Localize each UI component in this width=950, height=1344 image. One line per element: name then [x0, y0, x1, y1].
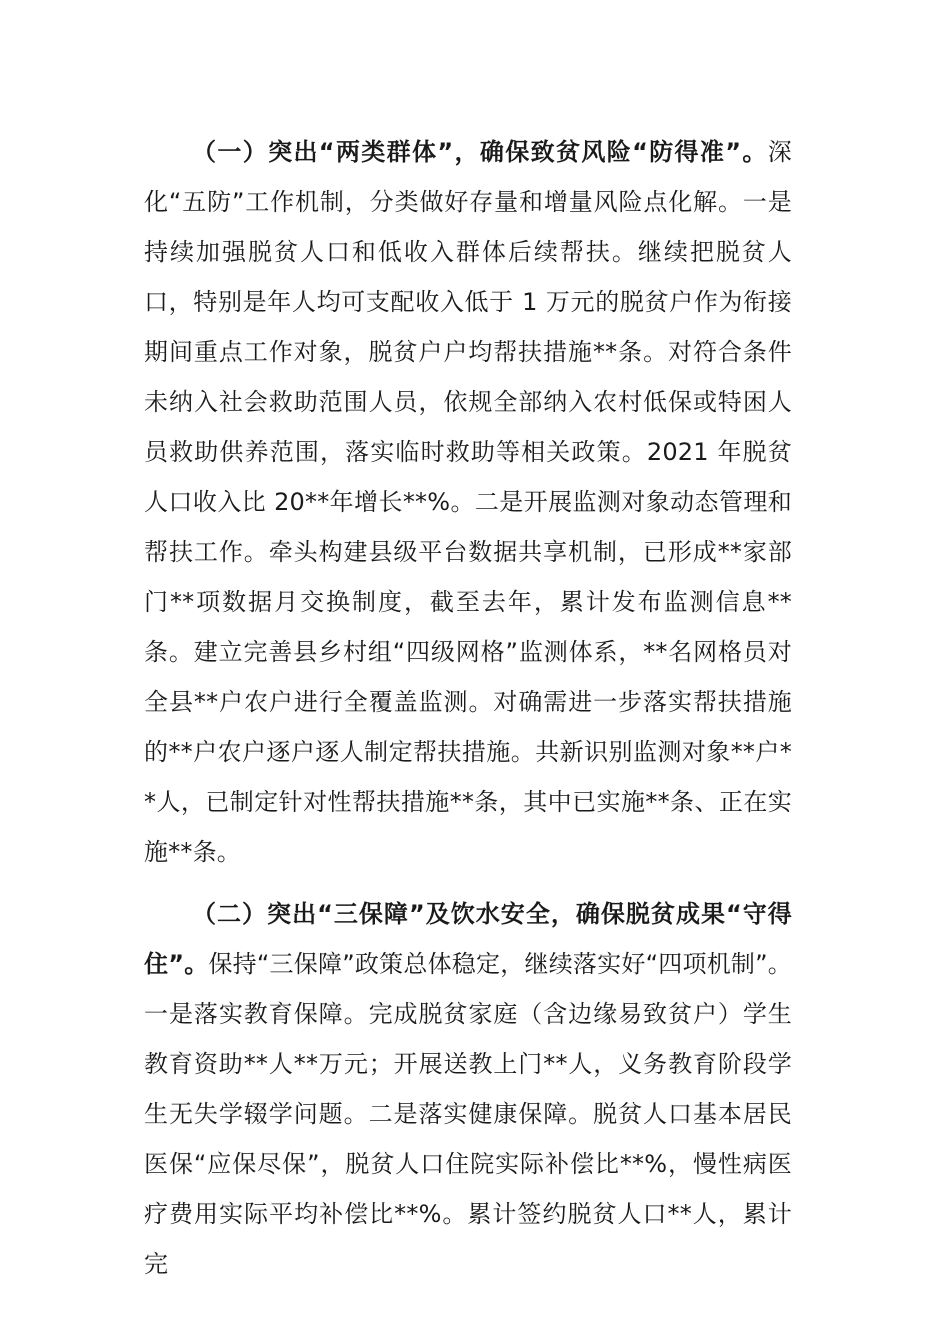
paragraph-2 — [144, 889, 792, 1289]
paragraph-2-heading: （二）突出“三保障”及饮水安全，确保脱贫成果“守得住”。 — [144, 900, 792, 978]
paragraph-1-body: 深化“五防”工作机制，分类做好存量和增量风险点化解。一是持续加强脱贫人口和低收入群体后续帮扶。继续把脱贫人口，特别是年人均可支配收入低于 1 万元的脱贫户作为衔接期间重点工作对象，脱贫户户均帮扶措施**条。对符合条件未纳入社会救助范围人员，依规全部纳入农村低保或特困人员救助供养范围，落实临时救助等相关政策。2021 年脱贫人口收入比 20**年增长**%。二是开展监测对象动态管理和帮扶工作。牵头构建县级平台数据共享机制，已形成**家部门**项数据月交换制度，截至去年，累计发布监测信息**条。建立完善县乡村组“四级网格”监测体系，**名网格员对全县**户农户进行全覆盖监测。对确需进一步落实帮扶措施的**户农户逐户逐人制定帮扶措施。共新识别监测对象**户**人，已制定针对性帮扶措施**条，其中已实施**条、正在实施**条。 — [144, 138, 792, 866]
paragraph-2-body: 保持“三保障”政策总体稳定，继续落实好“四项机制”。一是落实教育保障。完成脱贫家庭（含边缘易致贫户）学生教育资助**人**万元；开展送教上门**人，义务教育阶段学生无失学辍学问题。二是落实健康保障。脱贫人口基本居民医保“应保尽保”，脱贫人口住院实际补偿比**%，慢性病医疗费用实际平均补偿比**%。累计签约脱贫人口**人，累计完 — [144, 950, 792, 1278]
document-body — [144, 127, 792, 1289]
paragraph-1 — [144, 127, 792, 877]
paragraph-1-heading: （一）突出“两类群体”，确保致贫风险“防得准”。 — [192, 138, 768, 166]
